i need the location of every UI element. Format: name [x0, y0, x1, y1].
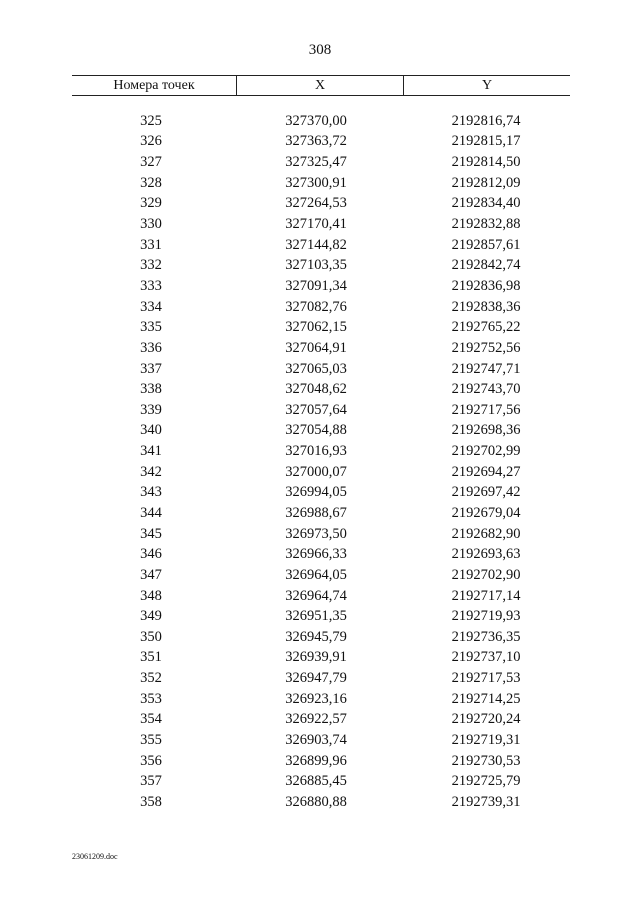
point-number-cell: 337 [140, 360, 162, 377]
x-coordinate-cell: 327062,15 [285, 319, 347, 336]
table-row [72, 359, 570, 380]
table-row [72, 462, 570, 483]
point-number-cell: 343 [140, 484, 162, 501]
x-coordinate-cell: 327370,00 [285, 112, 347, 129]
y-coordinate-cell: 2192717,56 [451, 401, 521, 418]
y-coordinate-cell: 2192739,31 [451, 793, 521, 810]
table-row [72, 152, 570, 173]
x-coordinate-cell: 326964,05 [285, 566, 347, 583]
table-row [72, 544, 570, 565]
x-coordinate-cell: 326945,79 [285, 628, 347, 645]
table-row [72, 441, 570, 462]
x-coordinate-cell: 326923,16 [285, 690, 347, 707]
header-x: X [237, 76, 404, 95]
x-coordinate-cell: 326988,67 [285, 504, 347, 521]
x-coordinate-cell: 326880,88 [285, 793, 347, 810]
point-number-cell: 330 [140, 216, 162, 233]
point-number-cell: 352 [140, 670, 162, 687]
y-coordinate-cell: 2192730,53 [451, 752, 521, 769]
point-number-cell: 331 [140, 236, 162, 253]
table-row [72, 606, 570, 627]
y-coordinate-cell: 2192693,63 [451, 546, 521, 563]
point-number-cell: 329 [140, 195, 162, 212]
y-coordinate-cell: 2192679,04 [451, 504, 521, 521]
table-row [72, 132, 570, 153]
table-row [72, 627, 570, 648]
y-coordinate-cell: 2192736,35 [451, 628, 521, 645]
table-header [72, 76, 570, 95]
y-coordinate-cell: 2192719,93 [451, 608, 521, 625]
point-number-cell: 340 [140, 422, 162, 439]
x-coordinate-cell: 326939,91 [285, 649, 347, 666]
y-coordinate-cell: 2192698,36 [451, 422, 521, 439]
x-coordinate-cell: 326922,57 [285, 711, 347, 728]
x-coordinate-cell: 327144,82 [285, 236, 347, 253]
point-number-cell: 356 [140, 752, 162, 769]
point-number-cell: 335 [140, 319, 162, 336]
y-coordinate-cell: 2192836,98 [451, 277, 521, 294]
point-number-cell: 344 [140, 504, 162, 521]
table-row [72, 483, 570, 504]
x-coordinate-cell: 327170,41 [285, 216, 347, 233]
point-number-cell: 353 [140, 690, 162, 707]
y-coordinate-cell: 2192765,22 [451, 319, 521, 336]
y-coordinate-cell: 2192725,79 [451, 773, 521, 790]
table-row [72, 421, 570, 442]
table-row [72, 194, 570, 215]
point-number-cell: 349 [140, 608, 162, 625]
point-number-cell: 357 [140, 773, 162, 790]
point-number-cell: 354 [140, 711, 162, 728]
y-coordinate-cell: 2192857,61 [451, 236, 521, 253]
y-coordinate-cell: 2192815,17 [451, 133, 521, 150]
point-number-cell: 342 [140, 463, 162, 480]
table-row [72, 379, 570, 400]
table-row [72, 586, 570, 607]
table-row [72, 648, 570, 669]
point-number-cell: 341 [140, 443, 162, 460]
x-coordinate-cell: 327082,76 [285, 298, 347, 315]
y-coordinate-cell: 2192717,14 [451, 587, 521, 604]
table-row [72, 524, 570, 545]
point-number-cell: 358 [140, 793, 162, 810]
point-number-cell: 333 [140, 277, 162, 294]
point-number-cell: 345 [140, 525, 162, 542]
x-coordinate-cell: 327057,64 [285, 401, 347, 418]
table-row [72, 111, 570, 132]
y-coordinate-cell: 2192816,74 [451, 112, 521, 129]
y-coordinate-cell: 2192842,74 [451, 257, 521, 274]
y-coordinate-cell: 2192702,99 [451, 443, 521, 460]
table-row [72, 173, 570, 194]
table-row [72, 400, 570, 421]
x-coordinate-cell: 327016,93 [285, 443, 347, 460]
y-coordinate-cell: 2192717,53 [451, 670, 521, 687]
y-coordinate-cell: 2192747,71 [451, 360, 521, 377]
table-header-rule [72, 95, 570, 96]
point-number-cell: 348 [140, 587, 162, 604]
x-coordinate-cell: 326964,74 [285, 587, 347, 604]
point-number-cell: 338 [140, 381, 162, 398]
table-row [72, 751, 570, 772]
table-row [72, 565, 570, 586]
x-coordinate-cell: 326951,35 [285, 608, 347, 625]
table-row [72, 730, 570, 751]
point-number-cell: 346 [140, 546, 162, 563]
x-coordinate-cell: 327065,03 [285, 360, 347, 377]
x-coordinate-cell: 327264,53 [285, 195, 347, 212]
table-row [72, 338, 570, 359]
y-coordinate-cell: 2192697,42 [451, 484, 521, 501]
x-coordinate-cell: 326947,79 [285, 670, 347, 687]
header-point-numbers: Номера точек [72, 76, 237, 95]
point-number-cell: 326 [140, 133, 162, 150]
point-number-cell: 339 [140, 401, 162, 418]
y-coordinate-cell: 2192714,25 [451, 690, 521, 707]
y-coordinate-cell: 2192737,10 [451, 649, 521, 666]
table-row [72, 276, 570, 297]
x-coordinate-cell: 326885,45 [285, 773, 347, 790]
y-coordinate-cell: 2192812,09 [451, 174, 521, 191]
y-coordinate-cell: 2192702,90 [451, 566, 521, 583]
table-row [72, 710, 570, 731]
point-number-cell: 327 [140, 154, 162, 171]
table-row [72, 792, 570, 813]
x-coordinate-cell: 326903,74 [285, 732, 347, 749]
page-number: 308 [308, 42, 332, 58]
x-coordinate-cell: 326973,50 [285, 525, 347, 542]
point-number-cell: 332 [140, 257, 162, 274]
x-coordinate-cell: 327054,88 [285, 422, 347, 439]
point-number-cell: 350 [140, 628, 162, 645]
y-coordinate-cell: 2192752,56 [451, 339, 521, 356]
table-row [72, 503, 570, 524]
point-number-cell: 347 [140, 566, 162, 583]
x-coordinate-cell: 326966,33 [285, 546, 347, 563]
point-number-cell: 334 [140, 298, 162, 315]
x-coordinate-cell: 327000,07 [285, 463, 347, 480]
table-row [72, 689, 570, 710]
file-name-footer: 23061209.doc [72, 852, 118, 861]
point-number-cell: 336 [140, 339, 162, 356]
x-coordinate-cell: 326899,96 [285, 752, 347, 769]
x-coordinate-cell: 327103,35 [285, 257, 347, 274]
table-row [72, 235, 570, 256]
table-row [72, 255, 570, 276]
y-coordinate-cell: 2192834,40 [451, 195, 521, 212]
table-row [72, 297, 570, 318]
point-number-cell: 351 [140, 649, 162, 666]
x-coordinate-cell: 327300,91 [285, 174, 347, 191]
table-row [72, 214, 570, 235]
table-body [72, 111, 570, 813]
point-number-cell: 325 [140, 112, 162, 129]
x-coordinate-cell: 326994,05 [285, 484, 347, 501]
x-coordinate-cell: 327091,34 [285, 277, 347, 294]
x-coordinate-cell: 327064,91 [285, 339, 347, 356]
y-coordinate-cell: 2192720,24 [451, 711, 521, 728]
y-coordinate-cell: 2192694,27 [451, 463, 521, 480]
table-row [72, 317, 570, 338]
table-row [72, 668, 570, 689]
header-y: Y [481, 77, 493, 93]
x-coordinate-cell: 327363,72 [285, 133, 347, 150]
y-coordinate-cell: 2192719,31 [451, 732, 521, 749]
x-coordinate-cell: 327325,47 [285, 154, 347, 171]
x-coordinate-cell: 327048,62 [285, 381, 347, 398]
y-coordinate-cell: 2192682,90 [451, 525, 521, 542]
y-coordinate-cell: 2192838,36 [451, 298, 521, 315]
y-coordinate-cell: 2192743,70 [451, 381, 521, 398]
table-row [72, 772, 570, 793]
y-coordinate-cell: 2192832,88 [451, 216, 521, 233]
point-number-cell: 355 [140, 732, 162, 749]
point-number-cell: 328 [140, 174, 162, 191]
y-coordinate-cell: 2192814,50 [451, 154, 521, 171]
